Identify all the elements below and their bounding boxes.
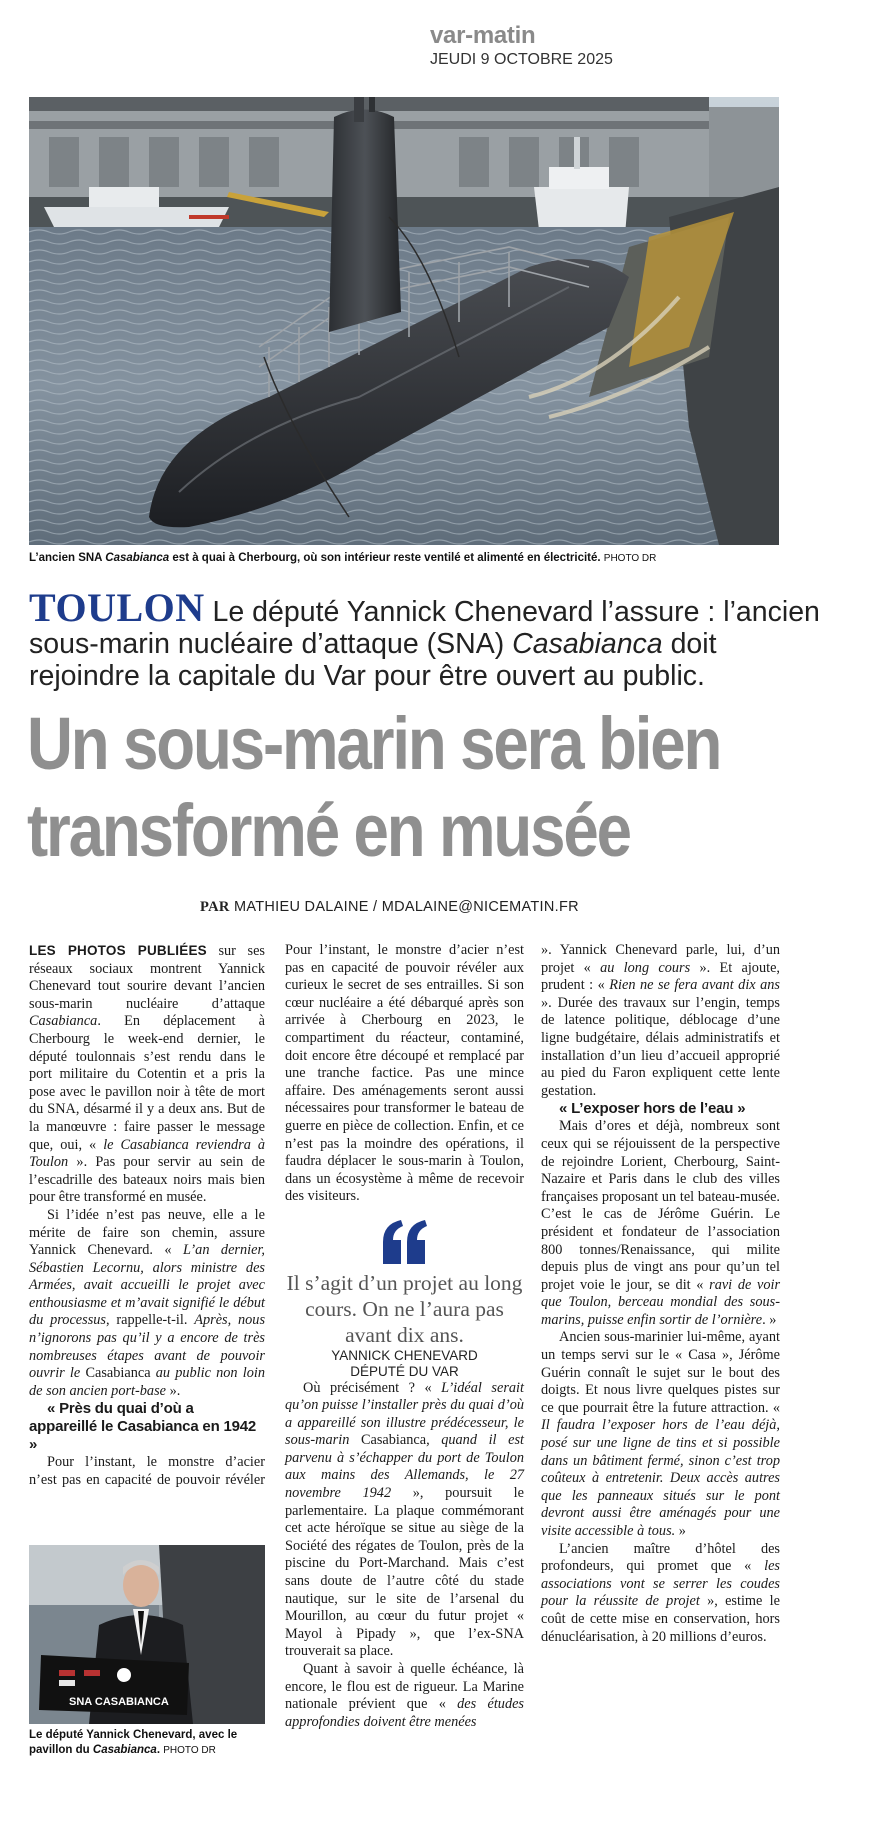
paragraph: Pour l’instant, le monstre d’acier n’est pas en capacité de pouvoir révéler aux curieux le secret de ses entrailles. Si son cœur nucléaire a été débarqué après son arrivée à Cherbourg en 2023, le compartiment du réacteur, contaminé, doit encore être découpé et remplacé par une tranche factice. Pas une mince affaire. Des aménagements seront aussi nécessaires pour transformer le bateau de guerre en pièce de collection. Enfin, et ce n’est pas la moindre des opérations, il faudra déplacer le sous-marin à Toulon, dans un écosystème à même de recevoir des visiteurs. [285, 942, 524, 1205]
paragraph: Quant à savoir à quelle échéance, là encore, le flou est de rigueur. La Marine nationale prévient que « des études approfondies doivent être menées [285, 1661, 524, 1730]
main-photo-caption: L’ancien SNA Casabianca est à quai à Cherbourg, où son intérieur reste ventilé et alimenté en électricité. PHOTO DR [29, 552, 657, 564]
issue-date: JEUDI 9 OCTOBRE 2025 [430, 51, 613, 68]
paragraph: LES PHOTOS PUBLIÉES sur ses réseaux sociaux montrent Yannick Chenevard tout sourire devant l’ancien sous-marin nucléaire d’attaque Casabianca. En déplacement à Cherbourg le week-end dernier, le député toulonnais s’est rendu dans le port militaire du Cotentin et a pris la pose avec le pavillon noir à tête de mort du SNA, désarmé il y a deux ans. But de la manœuvre : faire passer le message que, oui, « le Casabianca reviendra à Toulon ». Pas pour servir au sein de l’escadrille des bateaux noirs mais bien pour être transformé en musée. [29, 943, 265, 1206]
article-column-2 [285, 942, 524, 1731]
article-intro: TOULON Le député Yannick Chenevard l’assure : l’ancien sous-marin nucléaire d’attaque (SNA) Casabianca doit rejoindre la capitale du Var pour être ouvert au public. [29, 585, 820, 692]
article-column-1 [29, 942, 265, 1489]
paragraph: Pour l’instant, le monstre d’acier n’est pas en capacité de pouvoir révéler [29, 1454, 265, 1489]
quote-author: YANNICK CHENEVARD DÉPUTÉ DU VAR [331, 1347, 478, 1379]
paragraph: Si l’idée n’est pas neuve, elle a le mérite de faire son chemin, assure Yannick Chenevard. « L’an dernier, Sébastien Lecornu, alors ministre des Armées, avait accueilli le projet avec enthousiasme et m’avait signifié le début du processus, rappelle-t-il. Après, nous n’ignorons pas qu’il y a encore de très nombreuses étapes avant de pouvoir ouvrir le Casabianca au public non loin de son ancien port-base ». [29, 1206, 266, 1399]
masthead [430, 22, 613, 70]
headline-line-1: Un sous-marin sera bien [27, 702, 721, 785]
small-photo-caption: Le député Yannick Chenevard, avec le pavillon du Casabianca. PHOTO DR [29, 1729, 238, 1756]
main-photo-submarine [29, 97, 779, 545]
paragraph: Ancien sous-marinier lui-même, ayant un temps servi sur le « Casa », Jérôme Guérin connaît le sujet sur le bout des doigts. Et nous livre quelques pistes sur ce que pourrait être la future attraction. « Il faudra l’exposer hors de l’eau déjà, posé sur une ligne de tins et si possible dans un bâtiment fermé, sinon c’est trop coûteux à entretenir. Deux accès autres que les panneaux situés sur le pont devront aussi être aménagés pour une visite accessible à tous. » [541, 1329, 780, 1539]
quote-mark-icon [285, 1220, 524, 1270]
photo-credit: PHOTO DR [603, 553, 657, 564]
newspaper-name: var-matin [430, 22, 536, 49]
headline-line-2: transformé en musée [27, 789, 630, 872]
subheading-2: « L’exposer hors de l’eau » [559, 1100, 746, 1118]
article-column-3 [541, 942, 780, 1646]
photo-deputy-with-flag [29, 1545, 265, 1724]
paragraph: ». Yannick Chenevard parle, lui, d’un projet « au long cours ». Et ajoute, prudent : « Rien ne se fera avant dix ans ». Durée des travaux sur l’engin, temps de latence politique, déblocage d’une ligne budgétaire, délais administratifs et installation d’un lieu d’accueil approprié au pied du Faron expliquent cette lente gestation. [541, 942, 780, 1099]
article-headline [27, 700, 749, 874]
paragraph: L’ancien maître d’hôtel des profondeurs, qui promet que « les associations vont se serrer les coudes pour la réussite de projet », estime le coût de cette mise en conservation, hors dénucléarisation, à 20 millions d’euros. [541, 1540, 780, 1645]
lead-in: LES PHOTOS PUBLIÉES [29, 943, 207, 958]
byline: PAR MATHIEU DALAINE / MDALAINE@NICEMATIN.FR [200, 899, 579, 915]
subheading-1: « Près du quai d’où a appareillé le Casabianca en 1942 » [29, 1400, 257, 1454]
location-kicker: TOULON [29, 585, 205, 630]
paragraph: Mais d’ores et déjà, nombreux sont ceux qui se réjouissent de la perspective de rejoindre Lorient, Cherbourg, Saint-Nazaire et Paris dans le club des villes françaises proposant un tel bateau-musée. C’est le cas de Jérôme Guérin. Le président et fondateur de l’association 800 tonnes/Renaissance, qui milite depuis plus de vingt ans pour qu’un tel projet voie le jour, se dit « ravi de voir que Toulon, berceau mondial des sous-marins, puisse enfin sortir de l’ornière. » [541, 1118, 781, 1328]
pull-quote: Il s’agit d’un projet au long cours. On ne l’aura pas avant dix ans. [286, 1270, 523, 1347]
paragraph: Où précisément ? « L’idéal serait qu’on puisse l’installer près du quai d’où a appareillé son illustre prédécesseur, le sous-marin Casabianca, quand il est parvenu à s’échapper du port de Toulon aux mains des Allemands, le 27 novembre 1942 », poursuit le parlementaire. La plaque commémorant cet acte héroïque se situe au siège de la Société des régates de Toulon, près de la piscine du Port-Marchand. Mais c’est sans doute de l’autre côté du stade nautique, sur le site de l’arsenal du Mourillon, au cœur du futur projet « Mayol à Pipady », que l’ex-SNA trouverait sa place. [285, 1379, 524, 1660]
flag-text: SNA CASABIANCA [69, 1696, 169, 1708]
photo-credit: PHOTO DR [163, 1745, 216, 1756]
